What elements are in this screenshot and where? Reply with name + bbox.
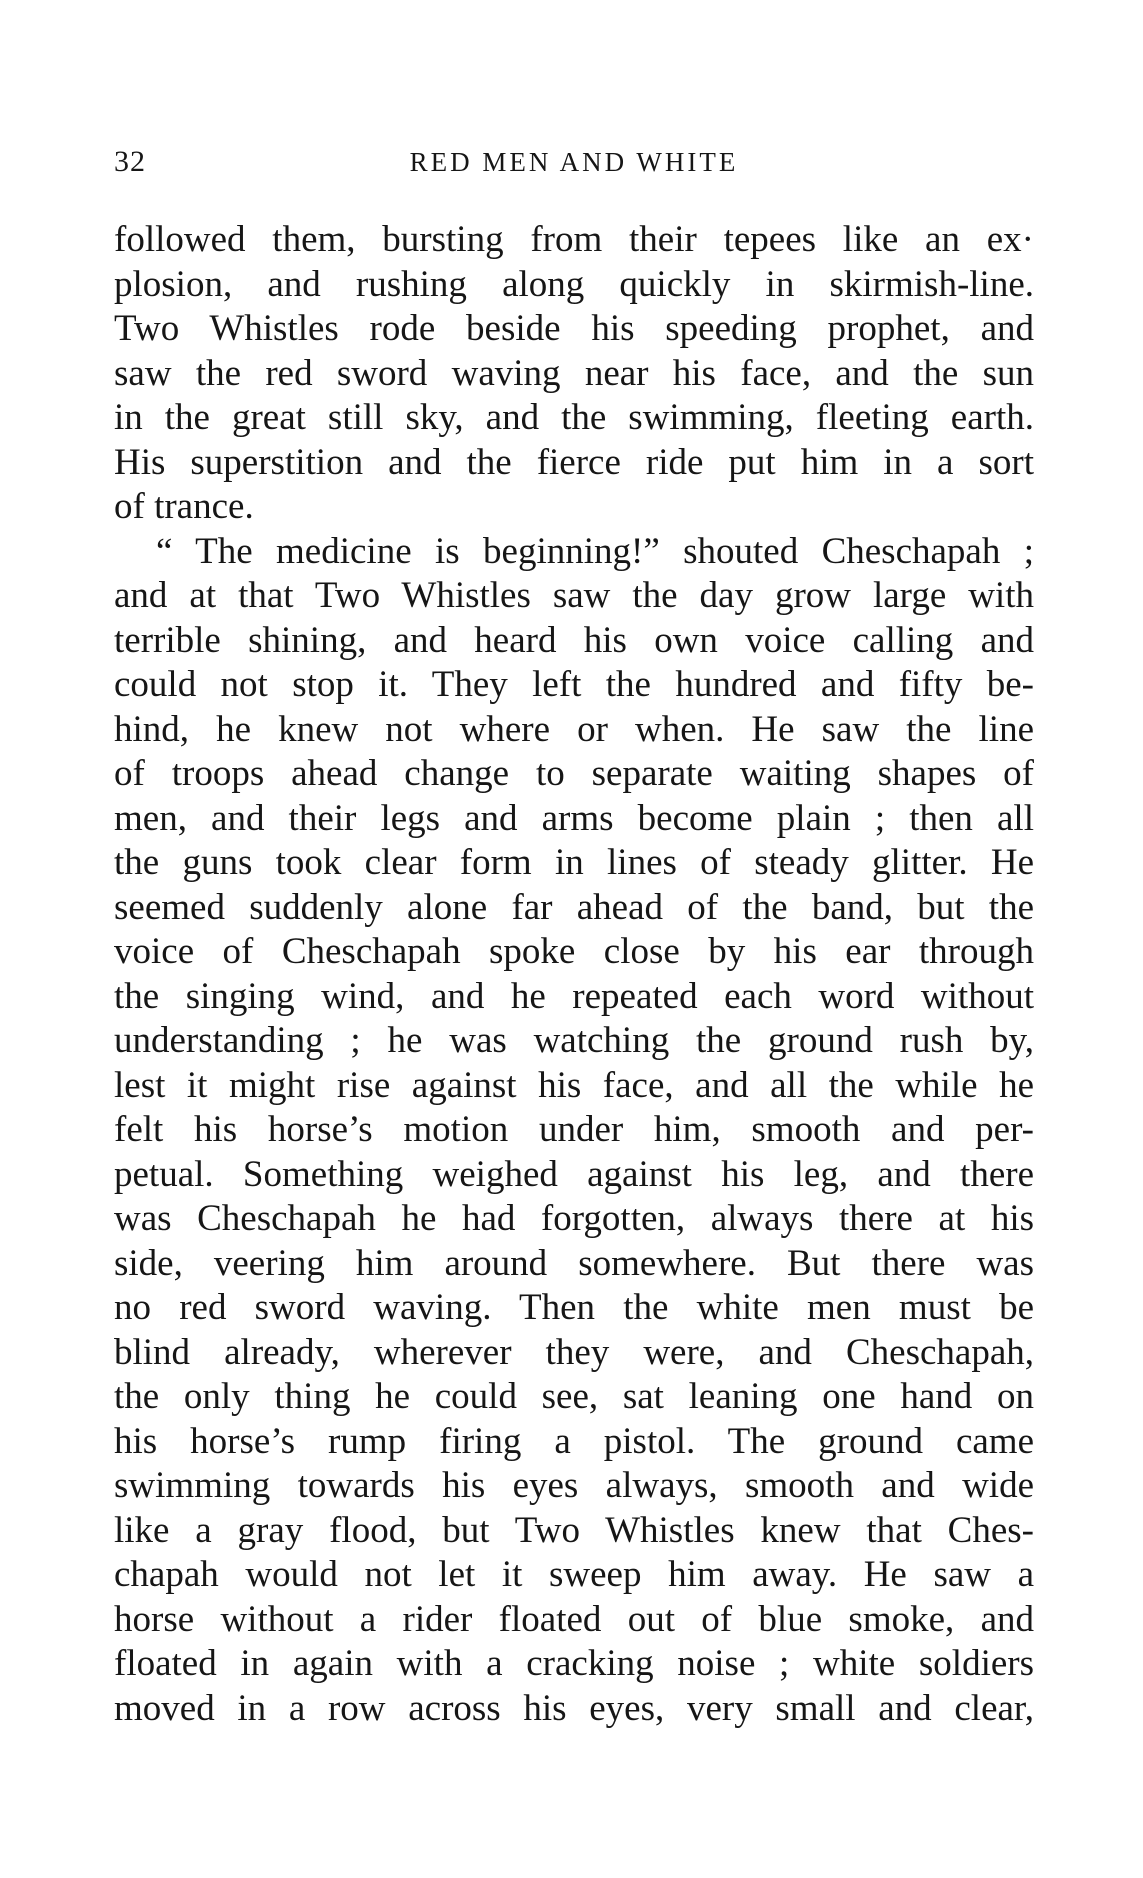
text-line: understanding ; he was watching the ground rush by, [114,1020,1034,1061]
text-line: men, and their legs and arms become plain ; then all [114,797,1034,839]
text-line: horse without a rider floated out of blue smoke, and [114,1598,1034,1640]
text-line: his horse’s rump firing a pistol. The ground came [114,1420,1034,1462]
text-line: like a gray flood, but Two Whistles knew that Ches- [114,1509,1034,1551]
running-head [114,140,1034,184]
text-line: could not stop it. They left the hundred and fifty be- [114,664,1034,705]
text-line: of troops ahead change to separate waiting shapes of [114,753,1034,794]
page-number: 32 [114,145,146,178]
paragraph-start-line: “ The medicine is beginning!” shouted Cheschapah ; [156,530,1034,572]
text-line: of trance. [114,486,254,527]
text-line: swimming towards his eyes always, smooth and wide [114,1465,1034,1506]
text-line: was Cheschapah he had forgotten, always there at his [114,1198,1034,1239]
text-line: floated in again with a cracking noise ; white soldiers [114,1643,1034,1684]
body-text [114,218,1034,1731]
text-line: seemed suddenly alone far ahead of the band, but the [114,886,1034,928]
text-line: and at that Two Whistles saw the day grow large with [114,575,1034,616]
text-line: lest it might rise against his face, and all the while he [114,1064,1034,1106]
text-line: voice of Cheschapah spoke close by his ear through [114,931,1034,972]
text-line: hind, he knew not where or when. He saw the line [114,708,1034,750]
text-line: Two Whistles rode beside his speeding prophet, and [114,308,1034,349]
text-line: the guns took clear form in lines of steady glitter. He [114,842,1034,883]
text-line: saw the red sword waving near his face, and the sun [114,352,1034,394]
text-line: side, veering him around somewhere. But there was [114,1242,1034,1284]
text-line: moved in a row across his eyes, very small and clear, [114,1687,1034,1729]
text-line: plosion, and rushing along quickly in skirmish-line. [114,263,1034,305]
text-line: the singing wind, and he repeated each word without [114,975,1034,1017]
text-line: in the great still sky, and the swimming, fleeting earth. [114,397,1034,438]
text-line: the only thing he could see, sat leaning one hand on [114,1376,1034,1417]
text-line: no red sword waving. Then the white men must be [114,1287,1034,1328]
text-line: terrible shining, and heard his own voice calling and [114,619,1034,661]
running-title: RED MEN AND WHITE [409,147,739,177]
text-line: felt his horse’s motion under him, smooth and per- [114,1109,1034,1150]
text-line: His superstition and the fierce ride put him in a sort [114,441,1034,483]
text-line: followed them, bursting from their tepees like an ex· [114,219,1034,260]
text-line: petual. Something weighed against his leg, and there [114,1153,1034,1195]
text-line: chapah would not let it sweep him away. He saw a [114,1554,1034,1595]
text-line: blind already, wherever they were, and Cheschapah, [114,1331,1034,1373]
